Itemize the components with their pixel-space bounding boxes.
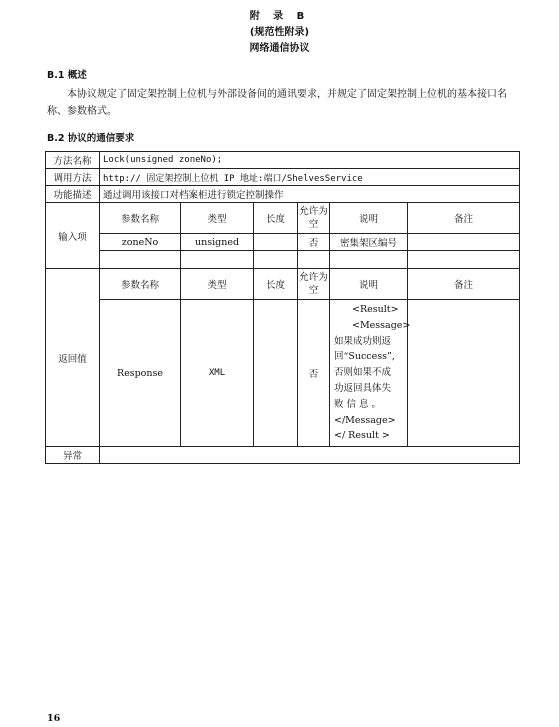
empty-cell [330,251,408,269]
input-param-type: unsigned [181,234,254,251]
exception-value [100,447,520,464]
method-name-value: Lock(unsigned zoneNo); [100,152,520,169]
desc-line: 回“Success”, [334,351,395,363]
col-header-length: 长度 [254,269,298,300]
col-header-name: 参数名称 [100,203,181,234]
col-header-nullable: 允许为空 [298,269,330,300]
col-header-name: 参数名称 [100,269,181,300]
col-header-desc: 说明 [330,269,408,300]
table-row-method [46,152,520,169]
appendix-topic: 网络通信协议 [249,43,310,54]
section-heading-requirements: B.2 协议的通信要求 [47,133,135,144]
table-row-call [46,169,520,186]
desc-line: 功返回具体失 [334,382,392,394]
section-heading-overview: B.1 概述 [47,70,87,81]
input-header-row [46,203,520,234]
empty-cell [100,251,181,269]
col-header-nullable: 允许为空 [298,203,330,234]
page-number: 16 [47,713,61,724]
output-param-length [254,300,298,447]
input-param-desc: 密集架区编号 [330,234,408,251]
input-param-nullable: 否 [298,234,330,251]
function-label: 功能描述 [46,186,100,203]
input-label: 输入项 [46,203,100,269]
exception-label: 异常 [46,447,100,464]
input-param-remark [408,234,520,251]
call-method-value: http:// 固定架控制上位机 IP 地址:端口/ShelvesService [100,169,520,186]
desc-line: 败 信 息 。 [334,398,382,410]
output-label: 返回值 [46,269,100,447]
empty-cell [408,251,520,269]
table-row-exception [46,447,520,464]
output-param-desc [330,300,411,447]
input-param-name: zoneNo [100,234,181,251]
desc-line: </Message> [334,414,396,426]
empty-cell [181,251,254,269]
desc-line: <Message> [352,319,411,331]
desc-line: 如果成功则返 [334,335,392,347]
output-data-row [46,300,520,447]
empty-cell [254,251,298,269]
output-header-row [46,269,520,300]
protocol-table [45,151,520,464]
input-data-row [46,234,520,251]
appendix-subtitle: (规范性附录) [249,27,310,38]
desc-line: </ Result > [334,430,390,442]
empty-cell [298,251,330,269]
col-header-type: 类型 [181,269,254,300]
method-name-label: 方法名称 [46,152,100,169]
table-row-function [46,186,520,203]
overview-paragraph: 本协议规定了固定架控制上位机与外部设备间的通讯要求，并规定了固定架控制上位机的基本接口名称、参数格式。 [47,89,507,117]
input-empty-row [46,251,520,269]
input-param-length [254,234,298,251]
output-param-nullable: 否 [298,300,330,447]
function-value: 通过调用该接口对档案柜进行锁定控制操作 [100,186,520,203]
desc-line: 否则如果不成 [334,367,392,379]
col-header-length: 长度 [254,203,298,234]
col-header-remark: 备注 [408,269,520,300]
output-param-type: XML [181,300,254,447]
desc-line: <Result> [352,304,399,315]
col-header-desc: 说明 [330,203,408,234]
output-param-remark [408,300,520,447]
output-param-name: Response [100,300,181,447]
col-header-type: 类型 [181,203,254,234]
call-method-label: 调用方法 [46,169,100,186]
col-header-remark: 备注 [408,203,520,234]
appendix-title: 附 录 B [249,11,310,22]
